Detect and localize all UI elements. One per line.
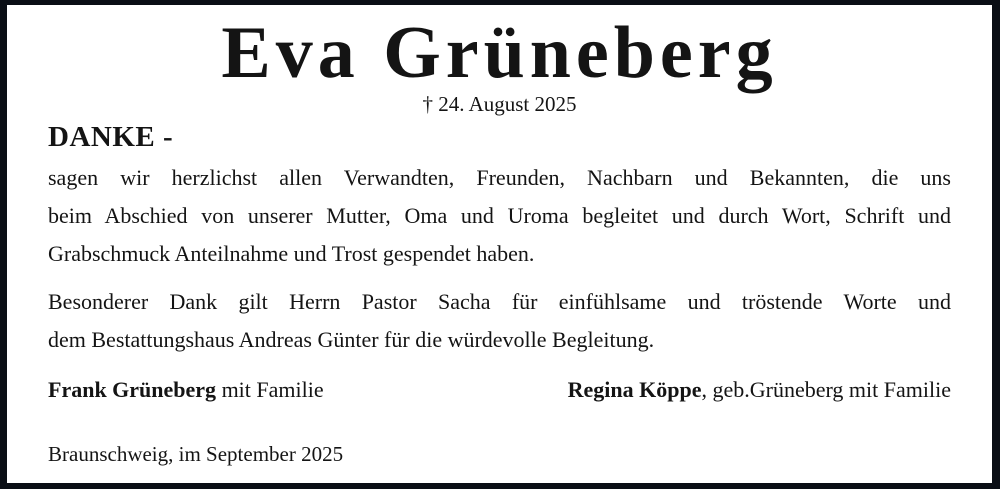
thanks-paragraph bbox=[48, 159, 951, 273]
signature-left bbox=[48, 375, 324, 405]
signature-left-name: Frank Grüneberg bbox=[48, 377, 217, 402]
special-thanks-paragraph-line: dem Bestattungshaus Andreas Günter für die würdevolle Begleitung. bbox=[48, 327, 655, 352]
signature-right-suffix: , geb.Grüneberg mit Familie bbox=[701, 377, 951, 402]
special-thanks-paragraph-line: Besonderer Dank gilt Herrn Pastor Sacha für einfühlsame und tröstende Worte und bbox=[48, 289, 951, 314]
place-and-date: Braunschweig, im September 2025 bbox=[48, 442, 344, 466]
signature-right-name: Regina Köppe bbox=[567, 377, 702, 402]
thanks-paragraph-line: beim Abschied von unserer Mutter, Oma und Uroma begleitet und durch Wort, Schrift und bbox=[48, 203, 951, 228]
family-signatures bbox=[48, 375, 951, 405]
salutation-danke: DANKE - bbox=[48, 121, 174, 153]
deceased-name: Eva Grüneberg bbox=[221, 12, 778, 94]
death-date: † 24. August 2025 bbox=[422, 92, 577, 116]
signature-right bbox=[568, 375, 951, 405]
special-thanks-paragraph bbox=[48, 283, 951, 359]
signature-left-suffix: mit Familie bbox=[216, 377, 324, 402]
thanks-paragraph-line: Grabschmuck Anteilnahme und Trost gespendet haben. bbox=[48, 241, 535, 266]
thanks-paragraph-line: sagen wir herzlichst allen Verwandten, Freunden, Nachbarn und Bekannten, die uns bbox=[48, 165, 951, 190]
